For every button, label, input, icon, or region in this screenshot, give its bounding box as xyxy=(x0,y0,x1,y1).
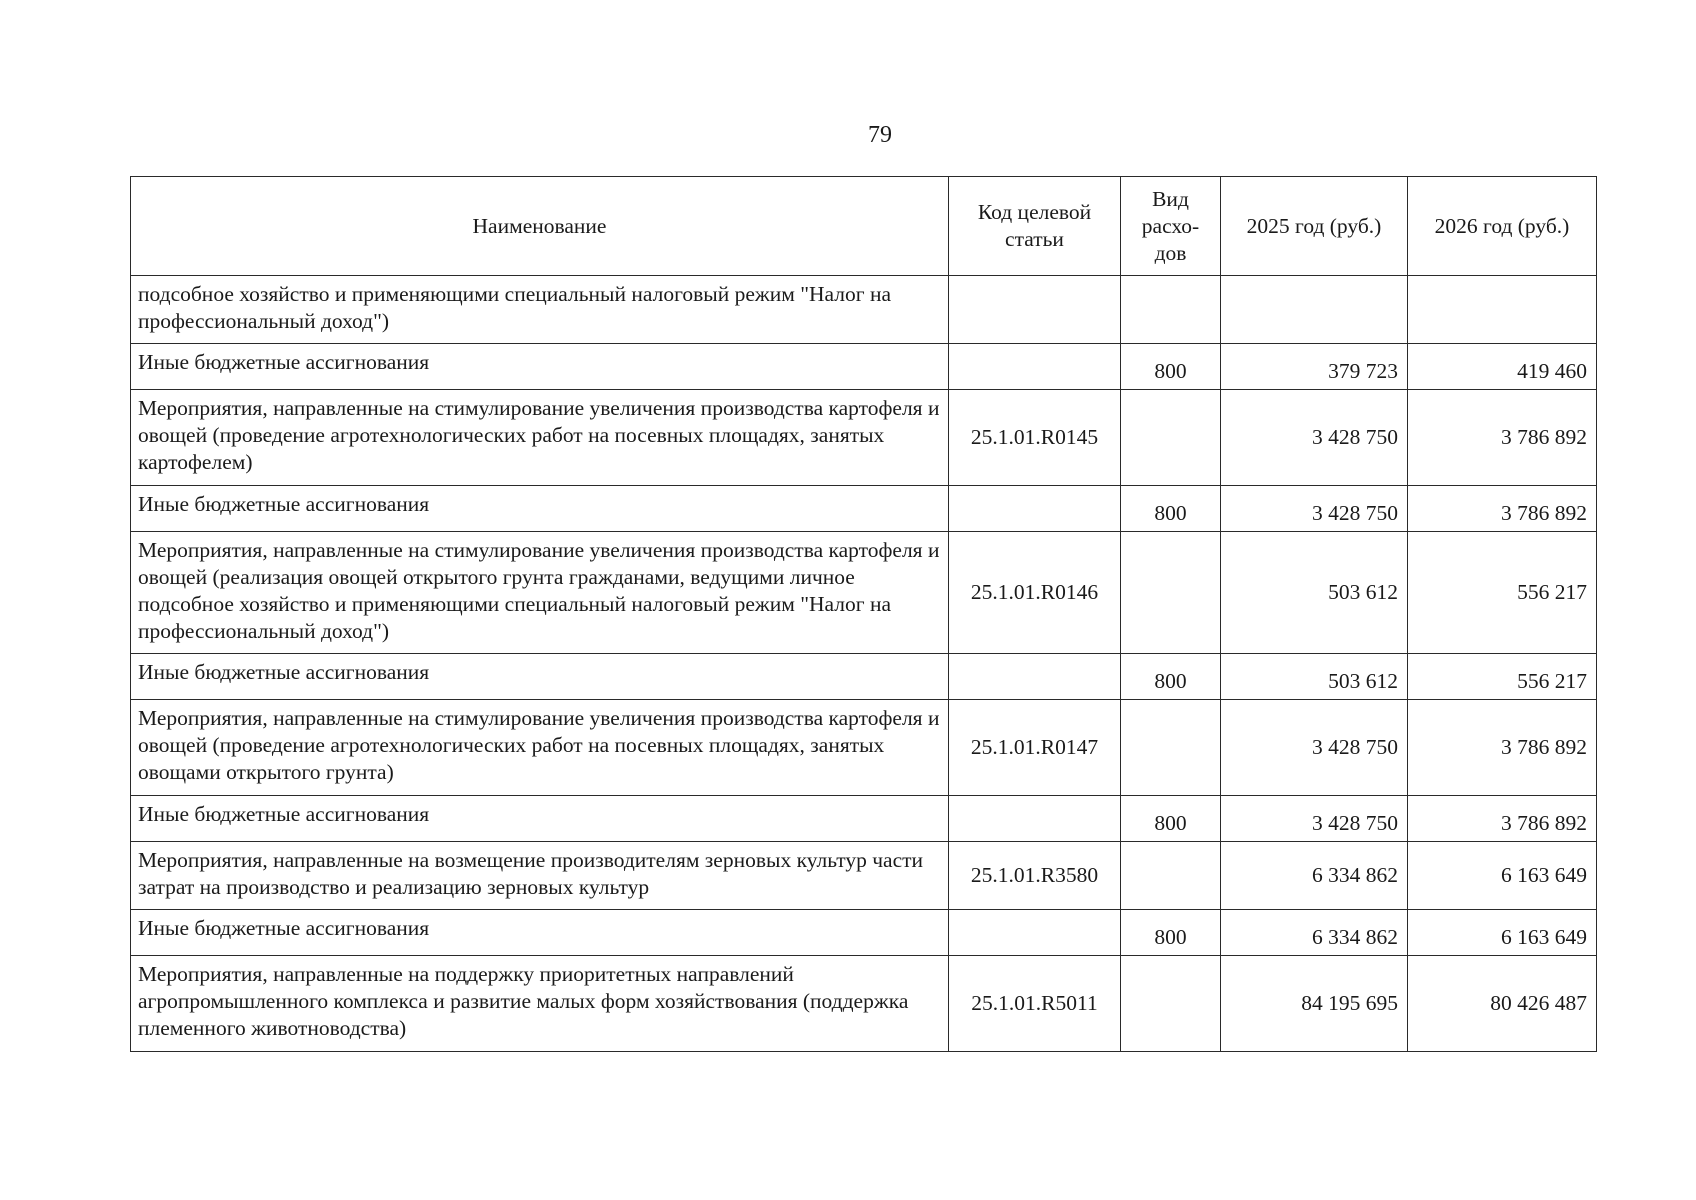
header-year-2026: 2026 год (руб.) xyxy=(1408,177,1597,276)
row-code xyxy=(949,910,1121,956)
row-name: Иные бюджетные ассигнования xyxy=(131,344,949,390)
table-row xyxy=(131,956,1597,1052)
row-amount-2025: 3 428 750 xyxy=(1221,700,1408,796)
row-kind: 800 xyxy=(1121,796,1221,842)
table-row xyxy=(131,344,1597,390)
row-code xyxy=(949,796,1121,842)
row-name: Иные бюджетные ассигнования xyxy=(131,910,949,956)
row-amount-2026: 3 786 892 xyxy=(1408,700,1597,796)
row-amount-2025: 503 612 xyxy=(1221,654,1408,700)
row-amount-2025: 503 612 xyxy=(1221,532,1408,654)
table-row xyxy=(131,276,1597,344)
table-row xyxy=(131,700,1597,796)
row-name: Иные бюджетные ассигнования xyxy=(131,486,949,532)
row-amount-2026: 6 163 649 xyxy=(1408,842,1597,910)
row-amount-2026: 556 217 xyxy=(1408,654,1597,700)
row-name: Мероприятия, направленные на стимулирование увеличения производства картофеля и овощей (проведение агротехнологических работ на посевных площадях, занятых картофелем) xyxy=(131,390,949,486)
row-amount-2026: 6 163 649 xyxy=(1408,910,1597,956)
row-amount-2026: 419 460 xyxy=(1408,344,1597,390)
row-code: 25.1.01.R5011 xyxy=(949,956,1121,1052)
row-amount-2025: 84 195 695 xyxy=(1221,956,1408,1052)
row-code xyxy=(949,276,1121,344)
row-amount-2025: 379 723 xyxy=(1221,344,1408,390)
row-amount-2025: 3 428 750 xyxy=(1221,486,1408,532)
row-kind: 800 xyxy=(1121,654,1221,700)
row-code: 25.1.01.R3580 xyxy=(949,842,1121,910)
row-code xyxy=(949,654,1121,700)
table-row xyxy=(131,796,1597,842)
row-name: Иные бюджетные ассигнования xyxy=(131,796,949,842)
row-kind xyxy=(1121,276,1221,344)
row-amount-2026: 3 786 892 xyxy=(1408,796,1597,842)
row-amount-2025: 6 334 862 xyxy=(1221,910,1408,956)
header-year-2025: 2025 год (руб.) xyxy=(1221,177,1408,276)
row-kind: 800 xyxy=(1121,344,1221,390)
row-amount-2026: 556 217 xyxy=(1408,532,1597,654)
row-name: Мероприятия, направленные на стимулирование увеличения производства картофеля и овощей (реализация овощей открытого грунта гражданами, ведущими личное подсобное хозяйство и применяющими специальный налоговый режим "Налог на профессиональный доход") xyxy=(131,532,949,654)
row-kind xyxy=(1121,390,1221,486)
header-name: Наименование xyxy=(131,177,949,276)
row-code: 25.1.01.R0146 xyxy=(949,532,1121,654)
row-code: 25.1.01.R0145 xyxy=(949,390,1121,486)
row-name: Мероприятия, направленные на стимулирование увеличения производства картофеля и овощей (проведение агротехнологических работ на посевных площадях, занятых овощами открытого грунта) xyxy=(131,700,949,796)
row-name: подсобное хозяйство и применяющими специальный налоговый режим "Налог на профессиональный доход") xyxy=(131,276,949,344)
row-amount-2025: 6 334 862 xyxy=(1221,842,1408,910)
table-row xyxy=(131,486,1597,532)
row-code xyxy=(949,486,1121,532)
budget-table xyxy=(130,176,1597,1052)
table-row xyxy=(131,842,1597,910)
row-name: Иные бюджетные ассигнования xyxy=(131,654,949,700)
row-kind xyxy=(1121,956,1221,1052)
row-kind: 800 xyxy=(1121,486,1221,532)
row-amount-2026: 3 786 892 xyxy=(1408,486,1597,532)
page-number: 79 xyxy=(868,122,892,148)
table-header-row xyxy=(131,177,1597,276)
row-name: Мероприятия, направленные на возмещение производителям зерновых культур части затрат на производство и реализацию зерновых культур xyxy=(131,842,949,910)
row-amount-2026: 80 426 487 xyxy=(1408,956,1597,1052)
row-amount-2025: 3 428 750 xyxy=(1221,796,1408,842)
row-code xyxy=(949,344,1121,390)
row-code: 25.1.01.R0147 xyxy=(949,700,1121,796)
table-row xyxy=(131,910,1597,956)
table-row xyxy=(131,532,1597,654)
row-kind xyxy=(1121,532,1221,654)
row-kind: 800 xyxy=(1121,910,1221,956)
row-name: Мероприятия, направленные на поддержку приоритетных направлений агропромышленного комплекса и развитие малых форм хозяйствования (поддержка племенного животноводства) xyxy=(131,956,949,1052)
table-row xyxy=(131,654,1597,700)
row-amount-2026 xyxy=(1408,276,1597,344)
header-kind: Вид расхо-дов xyxy=(1121,177,1221,276)
header-code: Код целевой статьи xyxy=(949,177,1121,276)
row-amount-2026: 3 786 892 xyxy=(1408,390,1597,486)
row-amount-2025: 3 428 750 xyxy=(1221,390,1408,486)
row-kind xyxy=(1121,700,1221,796)
row-amount-2025 xyxy=(1221,276,1408,344)
table-row xyxy=(131,390,1597,486)
row-kind xyxy=(1121,842,1221,910)
